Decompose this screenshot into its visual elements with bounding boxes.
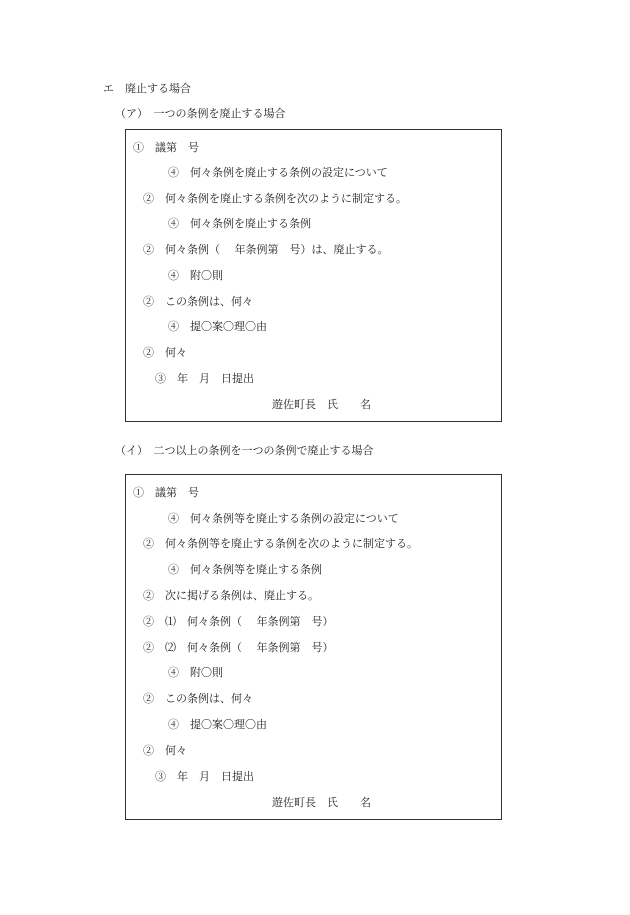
part-a-supplementary-text: ② この条例は、何々 (143, 295, 253, 308)
part-b-bill-number: ① 議第 号 (133, 486, 199, 499)
part-b-main-clause: ② 次に掲げる条例は、廃止する。 (143, 589, 319, 602)
part-a-bill-title: ④ 何々条例を廃止する条例の設定について (168, 166, 388, 179)
part-b-item-2: ② ⑵ 何々条例（ 年条例第 号） (143, 641, 334, 654)
part-b-reason-text: ② 何々 (143, 744, 187, 757)
part-b-heading: （イ） 二つ以上の条例を一つの条例で廃止する場合 (115, 444, 374, 457)
part-a-enactment-text: ② 何々条例を廃止する条例を次のように制定する。 (143, 192, 407, 205)
part-a-reason-text: ② 何々 (143, 346, 187, 359)
part-a-submission-date: ③ 年 月 日提出 (155, 372, 254, 385)
part-a-signature: 遊佐町長 氏 名 (272, 398, 371, 411)
part-b-reason-heading: ④ 提〇案〇理〇由 (168, 718, 267, 731)
part-a-heading: （ア） 一つの条例を廃止する場合 (115, 107, 286, 120)
part-b-ordinance-title: ④ 何々条例等を廃止する条例 (168, 563, 322, 576)
part-b-item-1: ② ⑴ 何々条例（ 年条例第 号） (143, 615, 334, 628)
part-a-bill-number: ① 議第 号 (133, 141, 199, 154)
part-b-supplementary-text: ② この条例は、何々 (143, 692, 253, 705)
section-heading: エ 廃止する場合 (103, 82, 191, 95)
part-b-supplementary-heading: ④ 附〇則 (168, 666, 223, 679)
part-a-ordinance-title: ④ 何々条例を廃止する条例 (168, 217, 311, 230)
part-b-bill-title: ④ 何々条例等を廃止する条例の設定について (168, 512, 399, 525)
part-a-reason-heading: ④ 提〇案〇理〇由 (168, 320, 267, 333)
part-b-enactment-text: ② 何々条例等を廃止する条例を次のように制定する。 (143, 537, 418, 550)
part-b-signature: 遊佐町長 氏 名 (272, 796, 371, 809)
part-a-main-clause: ② 何々条例（ 年条例第 号）は、廃止する。 (143, 243, 389, 256)
part-a-supplementary-heading: ④ 附〇則 (168, 269, 223, 282)
part-b-submission-date: ③ 年 月 日提出 (155, 770, 254, 783)
